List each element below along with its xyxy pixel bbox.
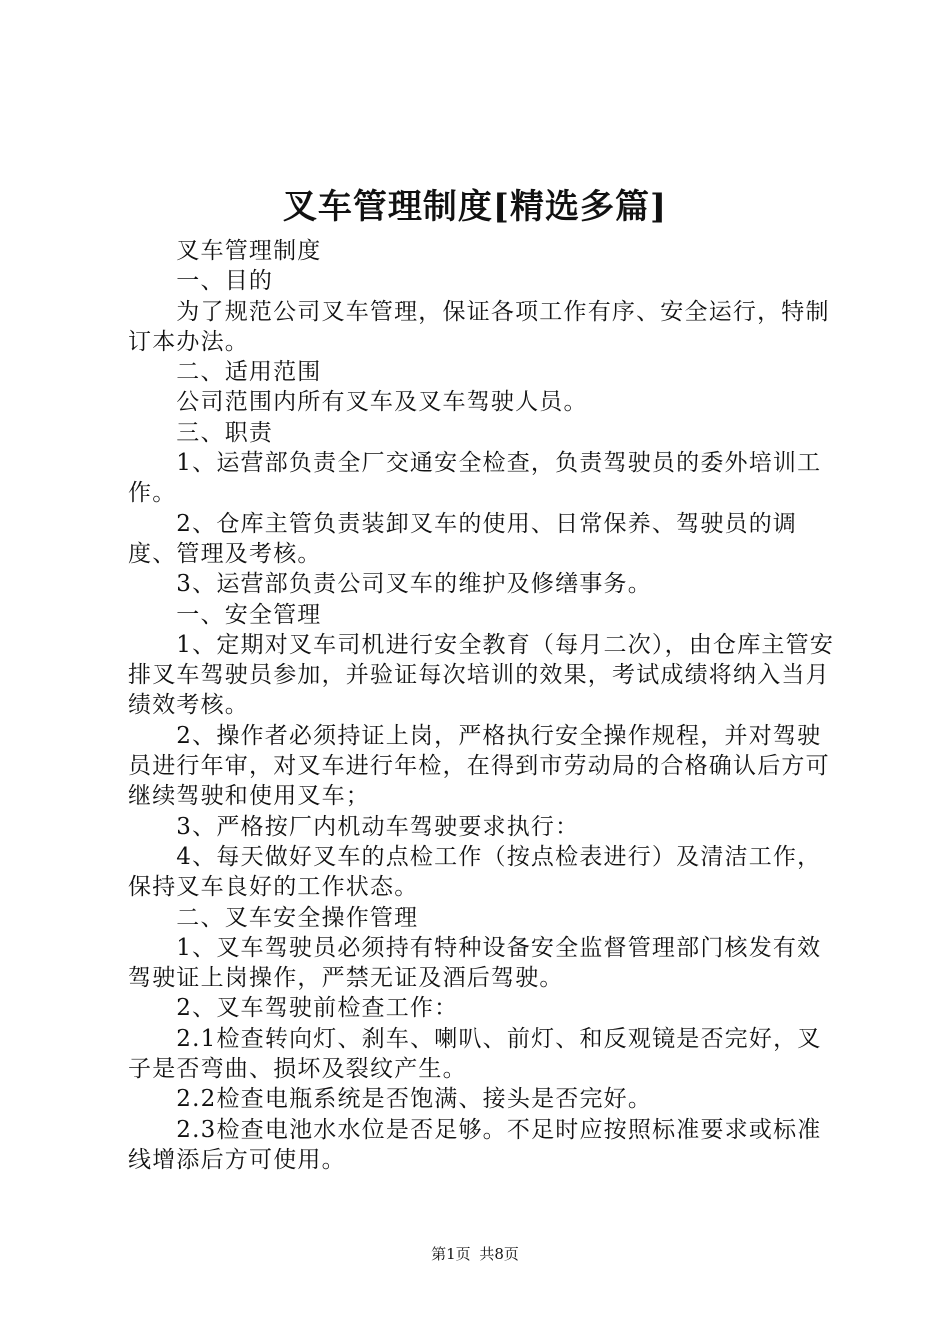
page-total: 共8页 [479,1245,519,1263]
paragraph: 公司范围内所有叉车及叉车驾驶人员。 [176,389,588,416]
paragraph: 2、仓库主管负责装卸叉车的使用、日常保养、驾驶员的调度、管理及考核。 [128,510,798,567]
page-number: 第1页 [431,1245,471,1263]
paragraph: 1、运营部负责全厂交通安全检查，负责驾驶员的委外培训工作。 [128,450,822,507]
paragraph: 一、目的 [176,268,274,295]
paragraph: 一、安全管理 [176,601,322,628]
paragraph: 2.1检查转向灯、刹车、喇叭、前灯、和反观镜是否完好，叉子是否弯曲、损坏及裂纹产生。 [128,1025,822,1083]
page-footer [0,1244,950,1264]
document-title: 叉车管理制度[精选多篇] [282,187,668,227]
paragraph: 1、定期对叉车司机进行安全教育（每月二次），由仓库主管安排叉车驾驶员参加，并验证每次培训的效果，考试成绩将纳入当月绩效考核。 [128,631,835,719]
paragraph: 2.3检查电池水水位是否足够。不足时应按照标准要求或标准线增添后方可使用。 [128,1116,822,1173]
paragraph: 二、叉车安全操作管理 [176,904,419,931]
paragraph: 为了规范公司叉车管理，保证各项工作有序、安全运行，特制订本办法。 [128,298,830,355]
paragraph: 2.2检查电瓶系统是否饱满、接头是否完好。 [176,1086,653,1113]
paragraph: 2、操作者必须持证上岗，严格执行安全操作规程，并对驾驶员进行年审，对叉车进行年检，在得到市劳动局的合格确认后方可继续驾驶和使用叉车； [128,722,830,810]
paragraph: 1、叉车驾驶员必须持有特种设备安全监督管理部门核发有效驾驶证上岗操作，严禁无证及酒后驾驶。 [128,934,822,992]
paragraph: 3、严格按厂内机动车驾驶要求执行： [176,813,580,840]
paragraph: 4、每天做好叉车的点检工作（按点检表进行）及清洁工作，保持叉车良好的工作状态。 [128,843,822,901]
paragraph: 二、适用范围 [176,359,322,386]
paragraph: 叉车管理制度 [176,238,322,264]
document-body [128,236,838,1175]
paragraph: 三、职责 [176,419,274,446]
paragraph: 2、叉车驾驶前检查工作： [176,995,459,1022]
paragraph: 3、运营部负责公司叉车的维护及修缮事务。 [176,571,652,598]
